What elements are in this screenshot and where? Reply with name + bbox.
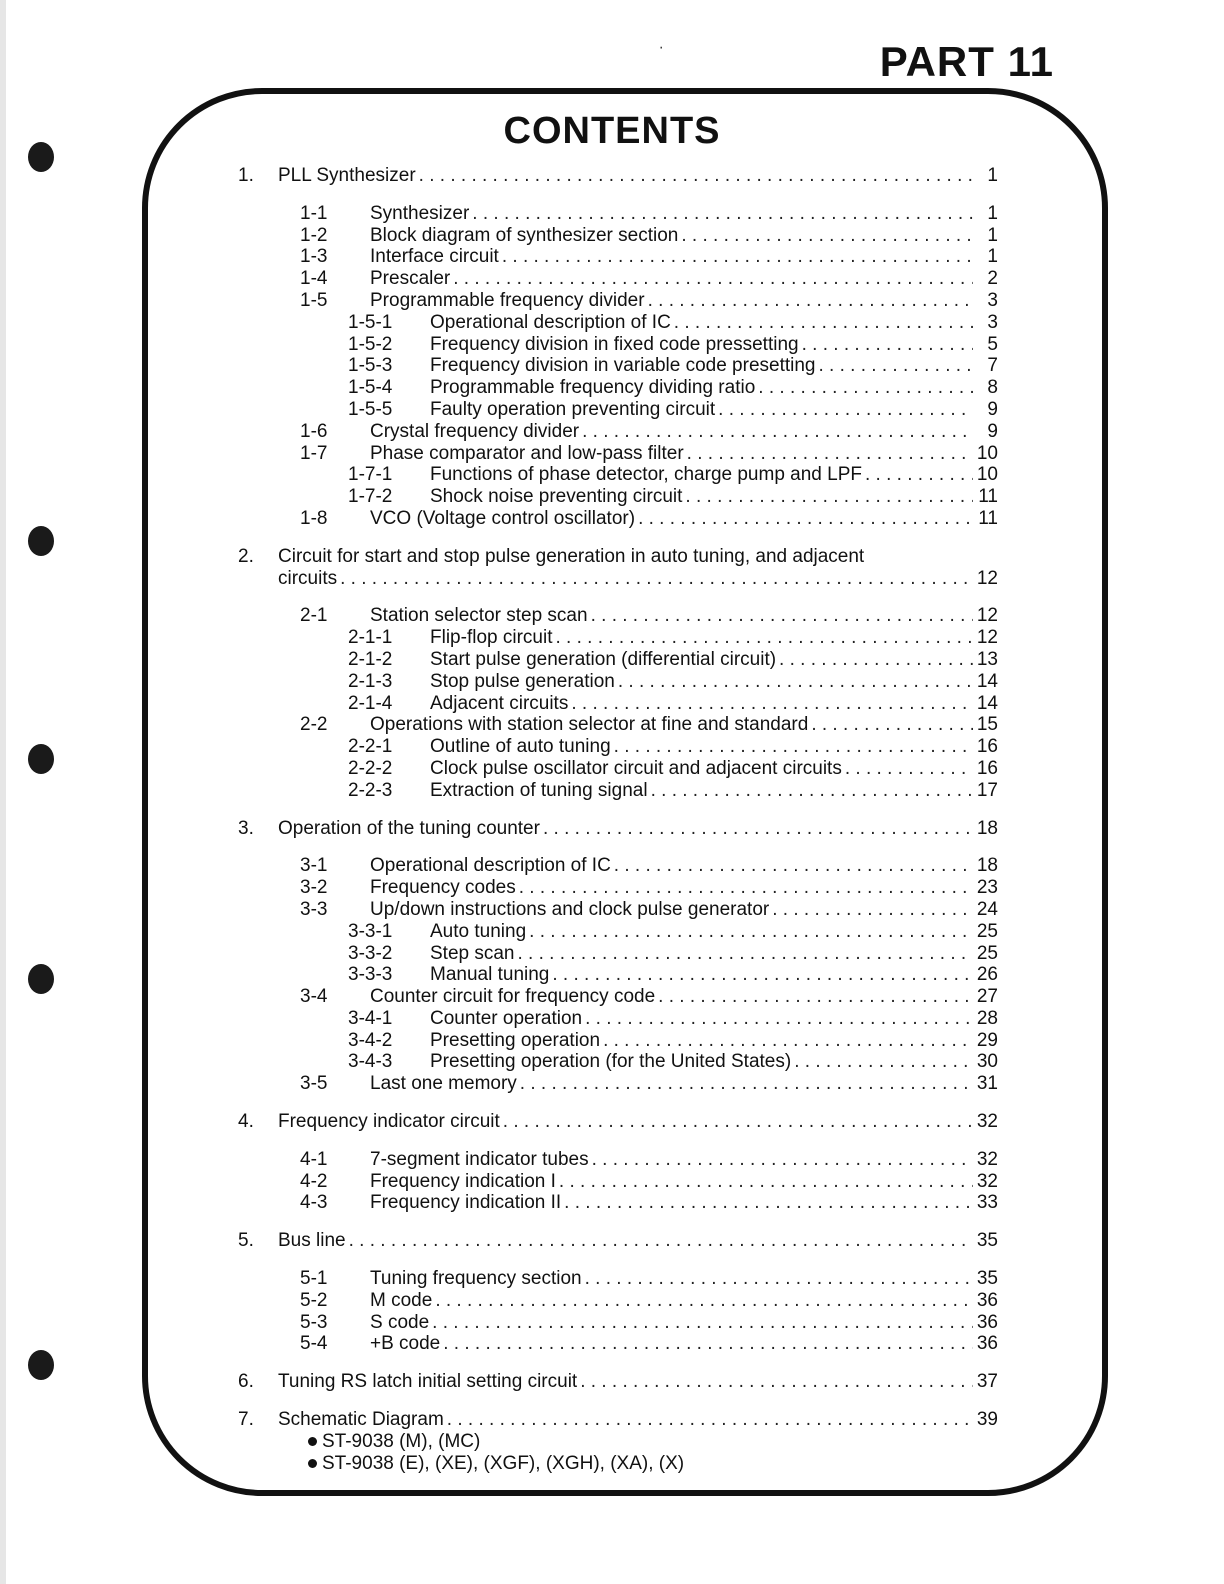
entry-title: Interface circuit	[370, 246, 499, 268]
entry-title: Operation of the tuning counter	[278, 817, 540, 839]
entry-title: Frequency indication I	[370, 1170, 556, 1192]
toc-item	[238, 1290, 998, 1312]
entry-page: 2	[987, 268, 998, 290]
binder-hole	[28, 526, 54, 556]
entry-page: 36	[976, 1311, 998, 1333]
dot-leader	[571, 693, 973, 715]
toc-subitem	[238, 921, 998, 943]
toc-subitem	[238, 377, 998, 399]
entry-title: Clock pulse oscillator circuit and adjacent circuits	[430, 757, 842, 779]
entry-number: 2-2-3	[348, 779, 393, 801]
entry-number: 1-2	[300, 224, 328, 246]
entry-title: Station selector step scan	[370, 605, 588, 627]
entry-page: 15	[976, 714, 998, 736]
entry-number: 7.	[238, 1409, 254, 1431]
dot-leader	[349, 1230, 973, 1252]
entry-page: 18	[976, 855, 998, 877]
entry-title: Shock noise preventing circuit	[430, 486, 683, 508]
toc-subsection-list	[238, 1268, 998, 1355]
dot-leader	[447, 1409, 973, 1431]
entry-number: 3-4	[300, 986, 328, 1008]
dot-leader	[559, 1171, 973, 1193]
entry-page: 29	[976, 1029, 998, 1051]
entry-page: 25	[976, 920, 998, 942]
entry-title: 7-segment indicator tubes	[370, 1148, 589, 1170]
entry-page: 35	[976, 1268, 998, 1290]
toc-item	[238, 855, 998, 877]
entry-title: Frequency division in fixed code pressetting	[430, 333, 799, 355]
toc-subitem	[238, 334, 998, 356]
entry-page: 9	[987, 420, 998, 442]
entry-number: 1-4	[300, 268, 328, 290]
toc-subitem	[238, 943, 998, 965]
dot-leader	[718, 399, 973, 421]
toc-item	[238, 1192, 998, 1214]
toc-item	[238, 605, 998, 627]
dot-leader	[658, 986, 973, 1008]
entry-page: 30	[976, 1051, 998, 1073]
toc-subitem	[238, 399, 998, 421]
binder-hole	[28, 1350, 54, 1380]
dot-leader	[758, 377, 973, 399]
dot-leader	[580, 1371, 973, 1393]
dot-leader	[432, 1312, 973, 1334]
entry-title: Operational description of IC	[430, 311, 671, 333]
toc-item	[238, 1268, 998, 1290]
dot-leader	[779, 649, 973, 671]
entry-number: 3-3-1	[348, 920, 393, 942]
entry-number: 3-1	[300, 855, 328, 877]
dot-leader	[435, 1290, 973, 1312]
toc-subitem	[238, 312, 998, 334]
entry-number: 3-5	[300, 1073, 328, 1095]
toc-section	[238, 1409, 998, 1431]
bullet-icon	[308, 1459, 317, 1468]
entry-title: Bus line	[278, 1230, 346, 1252]
dot-leader	[453, 268, 973, 290]
entry-page: 12	[976, 567, 998, 589]
dot-leader	[502, 246, 973, 268]
entry-number: 1-5-1	[348, 311, 393, 333]
toc-item	[238, 508, 998, 530]
entry-page: 3	[987, 311, 998, 333]
dot-leader	[685, 486, 973, 508]
entry-number: 6.	[238, 1371, 254, 1393]
entry-number: 2-1-1	[348, 627, 393, 649]
entry-page: 11	[978, 486, 998, 508]
entry-title: Phase comparator and low-pass filter	[370, 442, 684, 464]
toc-subitem	[238, 1008, 998, 1030]
entry-number: 2-1	[300, 605, 328, 627]
dot-leader	[591, 605, 973, 627]
toc-item	[238, 714, 998, 736]
toc-section	[238, 165, 998, 187]
dot-leader	[529, 921, 973, 943]
entry-number: 3-3-3	[348, 964, 393, 986]
dot-leader	[603, 1030, 973, 1052]
dot-leader	[681, 225, 973, 247]
entry-page: 27	[976, 986, 998, 1008]
model-name: ST-9038 (E), (XE), (XGF), (XGH), (XA), (X)	[322, 1452, 685, 1474]
dot-leader	[443, 1333, 973, 1355]
dot-leader	[520, 1073, 973, 1095]
entry-page: 17	[976, 779, 998, 801]
entry-title: Counter operation	[430, 1007, 583, 1029]
dot-leader	[618, 671, 973, 693]
entry-number: 1-8	[300, 507, 328, 529]
entry-number: 2-2-2	[348, 757, 393, 779]
toc-subsection-list	[238, 1149, 998, 1214]
dot-leader	[543, 818, 973, 840]
entry-title: PLL Synthesizer	[278, 165, 416, 186]
entry-title: Tuning frequency section	[370, 1268, 582, 1290]
toc-item	[238, 290, 998, 312]
dot-leader	[519, 877, 973, 899]
dot-leader	[340, 568, 973, 590]
entry-page: 8	[987, 377, 998, 399]
toc-item	[238, 268, 998, 290]
entry-page: 13	[976, 648, 998, 670]
entry-number: 3-3-2	[348, 942, 393, 964]
entry-number: 5-2	[300, 1289, 328, 1311]
dot-leader	[687, 443, 973, 465]
toc-subsection-list	[238, 605, 998, 801]
entry-page: 7	[987, 355, 998, 377]
entry-number: 1-7-1	[348, 464, 393, 486]
entry-title: Programmable frequency dividing ratio	[430, 377, 756, 399]
toc-subitem	[238, 627, 998, 649]
dot-leader	[592, 1149, 973, 1171]
dot-leader	[845, 758, 973, 780]
entry-page: 10	[976, 442, 998, 464]
entry-page: 18	[976, 817, 998, 839]
entry-page: 10	[976, 464, 998, 486]
toc-item	[238, 225, 998, 247]
binder-hole	[28, 964, 54, 994]
entry-number: 5.	[238, 1230, 254, 1252]
toc-subitem	[238, 355, 998, 377]
entry-title: Frequency indicator circuit	[278, 1111, 500, 1133]
dot-leader	[638, 508, 973, 530]
entry-title: Programmable frequency divider	[370, 289, 645, 311]
toc-item	[238, 899, 998, 921]
entry-page: 28	[976, 1007, 998, 1029]
entry-title: Synthesizer	[370, 202, 470, 224]
toc-subitem	[238, 464, 998, 486]
entry-number: 3-3	[300, 898, 328, 920]
dot-leader	[585, 1008, 973, 1030]
entry-title: Last one memory	[370, 1073, 517, 1095]
toc-subitem	[238, 486, 998, 508]
entry-page: 1	[987, 202, 998, 224]
toc-subsection-list	[238, 203, 998, 530]
dot-leader	[772, 899, 973, 921]
toc-subitem	[238, 1030, 998, 1052]
entry-page: 12	[976, 627, 998, 649]
dot-leader	[582, 421, 973, 443]
toc-section	[238, 1111, 998, 1133]
dot-leader	[419, 165, 973, 187]
entry-title: Tuning RS latch initial setting circuit	[278, 1371, 578, 1393]
entry-number: 1-5-3	[348, 355, 393, 377]
entry-number: 1-7-2	[348, 486, 393, 508]
entry-title: Circuit for start and stop pulse generation in auto tuning, and adjacent	[278, 545, 865, 567]
entry-number: 1-7	[300, 442, 328, 464]
toc-item	[238, 1149, 998, 1171]
model-list-item	[308, 1453, 998, 1475]
entry-title: VCO (Voltage control oscillator)	[370, 507, 636, 529]
entry-number: 5-1	[300, 1268, 328, 1290]
entry-number: 2-1-4	[348, 692, 393, 714]
entry-title: Start pulse generation (differential circuit)	[430, 648, 777, 670]
dot-leader	[585, 1268, 973, 1290]
entry-page: 11	[978, 507, 998, 529]
dot-leader	[614, 855, 973, 877]
entry-page: 25	[976, 942, 998, 964]
dot-leader	[472, 203, 973, 225]
toc-item	[238, 1171, 998, 1193]
entry-page: 23	[976, 877, 998, 899]
entry-title: Operations with station selector at fine and standard	[370, 714, 809, 736]
entry-page: 1	[987, 246, 998, 268]
dot-leader	[614, 736, 973, 758]
entry-number: 1.	[238, 165, 254, 186]
model-list-item	[308, 1431, 998, 1453]
dot-leader	[865, 464, 973, 486]
dot-leader	[794, 1051, 973, 1073]
model-name: ST-9038 (M), (MC)	[322, 1430, 481, 1452]
entry-title: Functions of phase detector, charge pump and LPF	[430, 464, 862, 486]
entry-number: 5-4	[300, 1333, 328, 1355]
entry-title: Operational description of IC	[370, 855, 611, 877]
toc-item	[238, 1312, 998, 1334]
toc-subitem	[238, 649, 998, 671]
entry-number: 1-5-2	[348, 333, 393, 355]
entry-page: 32	[976, 1111, 998, 1133]
dot-leader	[552, 964, 973, 986]
entry-number: 1-6	[300, 420, 328, 442]
entry-title: Stop pulse generation	[430, 670, 615, 692]
entry-page: 9	[987, 398, 998, 420]
toc-item	[238, 246, 998, 268]
entry-number: 2-2	[300, 714, 328, 736]
entry-page: 32	[976, 1148, 998, 1170]
dot-leader	[819, 355, 974, 377]
toc-item	[238, 1073, 998, 1095]
entry-page: 33	[976, 1192, 998, 1214]
entry-number: 2-1-3	[348, 670, 393, 692]
entry-number: 3-4-2	[348, 1029, 393, 1051]
entry-page: 12	[976, 605, 998, 627]
scan-speck: ‧	[659, 40, 664, 56]
entry-number: 1-5	[300, 289, 328, 311]
dot-leader	[555, 627, 973, 649]
toc-item	[238, 877, 998, 899]
entry-number: 4-3	[300, 1192, 328, 1214]
entry-number: 1-5-5	[348, 398, 393, 420]
entry-title: Up/down instructions and clock pulse generator	[370, 898, 770, 920]
dot-leader	[648, 290, 973, 312]
entry-page: 16	[976, 736, 998, 758]
entry-title: +B code	[370, 1333, 441, 1355]
entry-title: Crystal frequency divider	[370, 420, 580, 442]
entry-number: 5-3	[300, 1311, 328, 1333]
entry-title: Frequency codes	[370, 877, 516, 899]
toc-subitem	[238, 758, 998, 780]
toc-item	[238, 203, 998, 225]
entry-number: 2.	[238, 545, 254, 567]
entry-page: 5	[987, 333, 998, 355]
table-of-contents	[238, 165, 998, 1474]
entry-title: Presetting operation (for the United States)	[430, 1051, 792, 1073]
entry-page: 36	[976, 1333, 998, 1355]
entry-page: 39	[976, 1409, 998, 1431]
toc-subitem	[238, 736, 998, 758]
entry-page: 32	[976, 1170, 998, 1192]
entry-title: Extraction of tuning signal	[430, 779, 648, 801]
entry-number: 1-3	[300, 246, 328, 268]
binder-hole	[28, 744, 54, 774]
page-edge	[0, 0, 6, 1584]
toc-subitem	[238, 671, 998, 693]
dot-leader	[811, 714, 973, 736]
entry-page: 14	[976, 692, 998, 714]
entry-number: 3-4-3	[348, 1051, 393, 1073]
entry-page: 3	[987, 289, 998, 311]
toc-subsection-list	[238, 855, 998, 1095]
entry-number: 1-1	[300, 202, 328, 224]
toc-section	[238, 546, 998, 568]
entry-title: Counter circuit for frequency code	[370, 986, 656, 1008]
entry-title: M code	[370, 1289, 433, 1311]
toc-section	[238, 818, 998, 840]
entry-number: 4.	[238, 1111, 254, 1133]
dot-leader	[564, 1192, 973, 1214]
toc-section	[238, 1371, 998, 1393]
entry-number: 4-2	[300, 1170, 328, 1192]
model-list	[308, 1431, 998, 1475]
entry-number: 2-2-1	[348, 736, 393, 758]
entry-page: 24	[976, 898, 998, 920]
entry-title: Step scan	[430, 942, 515, 964]
entry-number: 3-4-1	[348, 1007, 393, 1029]
dot-leader	[674, 312, 973, 334]
entry-title: Frequency indication II	[370, 1192, 562, 1214]
entry-title: Block diagram of synthesizer section	[370, 224, 679, 246]
entry-page: 36	[976, 1289, 998, 1311]
toc-item	[238, 1333, 998, 1355]
entry-number: 3-2	[300, 877, 328, 899]
entry-number: 3.	[238, 817, 254, 839]
entry-page: 26	[976, 964, 998, 986]
entry-number: 2-1-2	[348, 648, 393, 670]
entry-title: circuits	[278, 567, 338, 589]
entry-page: 31	[976, 1073, 998, 1095]
entry-title: Schematic Diagram	[278, 1409, 444, 1431]
toc-subitem	[238, 693, 998, 715]
entry-title: Adjacent circuits	[430, 692, 569, 714]
entry-title: Faulty operation preventing circuit	[430, 398, 716, 420]
bullet-icon	[308, 1437, 317, 1446]
entry-number: 1-5-4	[348, 377, 393, 399]
entry-title: Flip-flop circuit	[430, 627, 553, 649]
dot-leader	[651, 780, 973, 802]
dot-leader	[802, 334, 973, 356]
entry-number: 4-1	[300, 1148, 328, 1170]
part-title: PART 11	[879, 38, 1054, 85]
entry-title: Auto tuning	[430, 920, 527, 942]
toc-subitem	[238, 964, 998, 986]
entry-title: Prescaler	[370, 268, 451, 290]
toc-item	[238, 421, 998, 443]
toc-item	[238, 986, 998, 1008]
entry-page: 14	[976, 670, 998, 692]
entry-title: Presetting operation	[430, 1029, 601, 1051]
dot-leader	[518, 943, 974, 965]
entry-page: 1	[987, 165, 998, 186]
entry-title: S code	[370, 1311, 430, 1333]
contents-heading: CONTENTS	[503, 110, 721, 152]
entry-page: 1	[987, 224, 998, 246]
dot-leader	[503, 1111, 973, 1133]
toc-subitem	[238, 1051, 998, 1073]
toc-section	[238, 568, 998, 590]
entry-page: 16	[976, 757, 998, 779]
entry-title: Frequency division in variable code presetting	[430, 355, 816, 377]
entry-title: Outline of auto tuning	[430, 736, 611, 758]
toc-subitem	[238, 780, 998, 802]
entry-page: 37	[976, 1371, 998, 1393]
toc-section	[238, 1230, 998, 1252]
toc-item	[238, 443, 998, 465]
entry-title: Manual tuning	[430, 964, 550, 986]
entry-page: 35	[976, 1230, 998, 1252]
